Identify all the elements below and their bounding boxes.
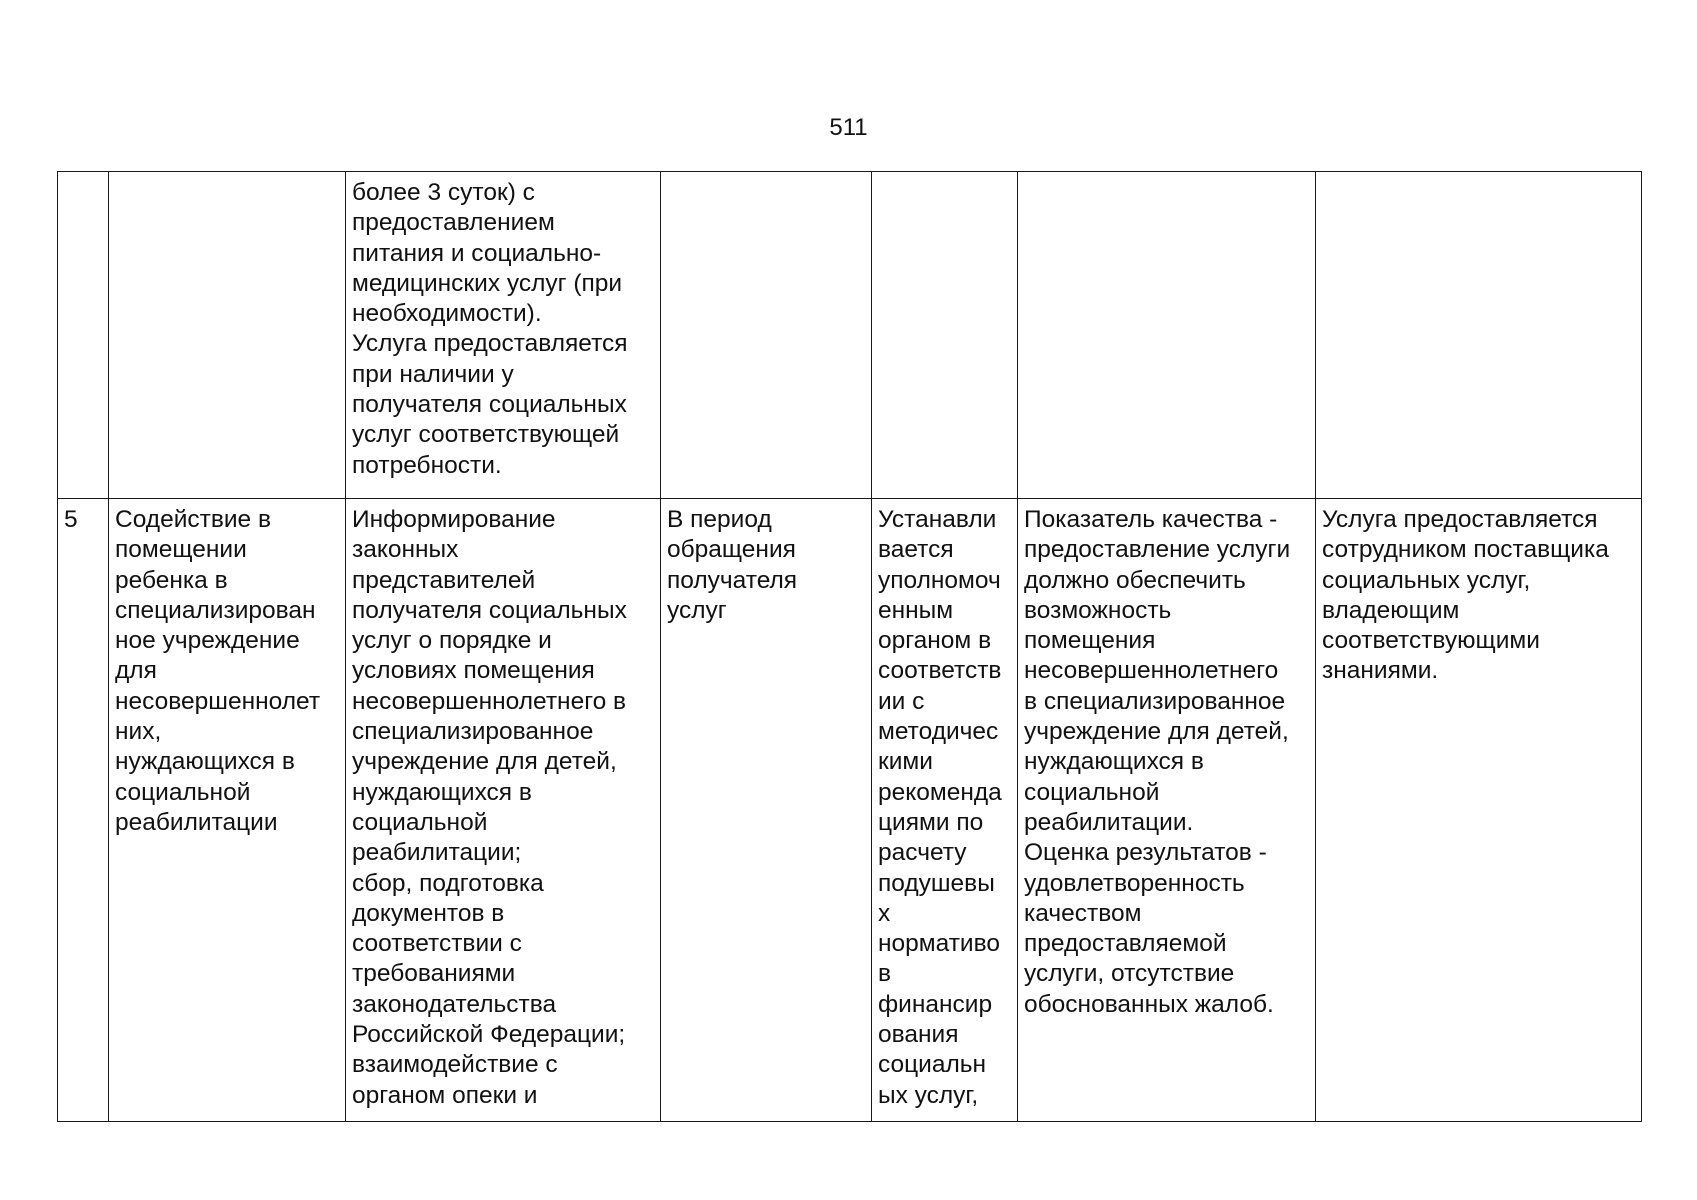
table-row (58, 172, 1642, 499)
table-row (58, 499, 1642, 1122)
cell-service-conditions (1316, 172, 1642, 499)
cell-service-quality (1018, 172, 1316, 499)
cell-number: 5 (58, 499, 109, 1122)
cell-service-name (109, 172, 346, 499)
cell-service-period (661, 172, 872, 499)
cell-service-period: В период обращения получателя услуг (661, 499, 872, 1122)
services-table (57, 171, 1642, 1122)
cell-service-description: более 3 суток) с предоставлением питания и социально- медицинских услуг (при необходимости). Услуга предоставляется при наличии у получателя социальных услуг соответствующей потребности. (346, 172, 661, 499)
cell-service-name: Содействие в помещении ребенка в специализирован ное учреждение для несовершеннолет них, нуждающихся в социальной реабилитации (109, 499, 346, 1122)
cell-service-cost (872, 172, 1018, 499)
cell-service-conditions: Услуга предоставляется сотрудником поставщика социальных услуг, владеющим соответствующими знаниями. (1316, 499, 1642, 1122)
cell-service-description: Информирование законных представителей получателя социальных услуг о порядке и условиях помещения несовершеннолетнего в специализированное учреждение для детей, нуждающихся в социальной реабилитации; сбор, подготовка документов в соответствии с требованиями законодательства Российской Федерации; взаимодействие с органом опеки и (346, 499, 661, 1122)
cell-service-quality: Показатель качества - предоставление услуги должно обеспечить возможность помещения несовершеннолетнего в специализированное учреждение для детей, нуждающихся в социальной реабилитации. Оценка результатов - удовлетворенность качеством предоставляемой услуги, отсутствие обоснованных жалоб. (1018, 499, 1316, 1122)
cell-service-cost: Устанавли вается уполномоч енным органом в соответств ии с методичес кими рекоменда циями по расчету подушевы х нормативо в финансир ования социальн ых услуг, (872, 499, 1018, 1122)
cell-number (58, 172, 109, 499)
page-number: 511 (829, 114, 868, 141)
